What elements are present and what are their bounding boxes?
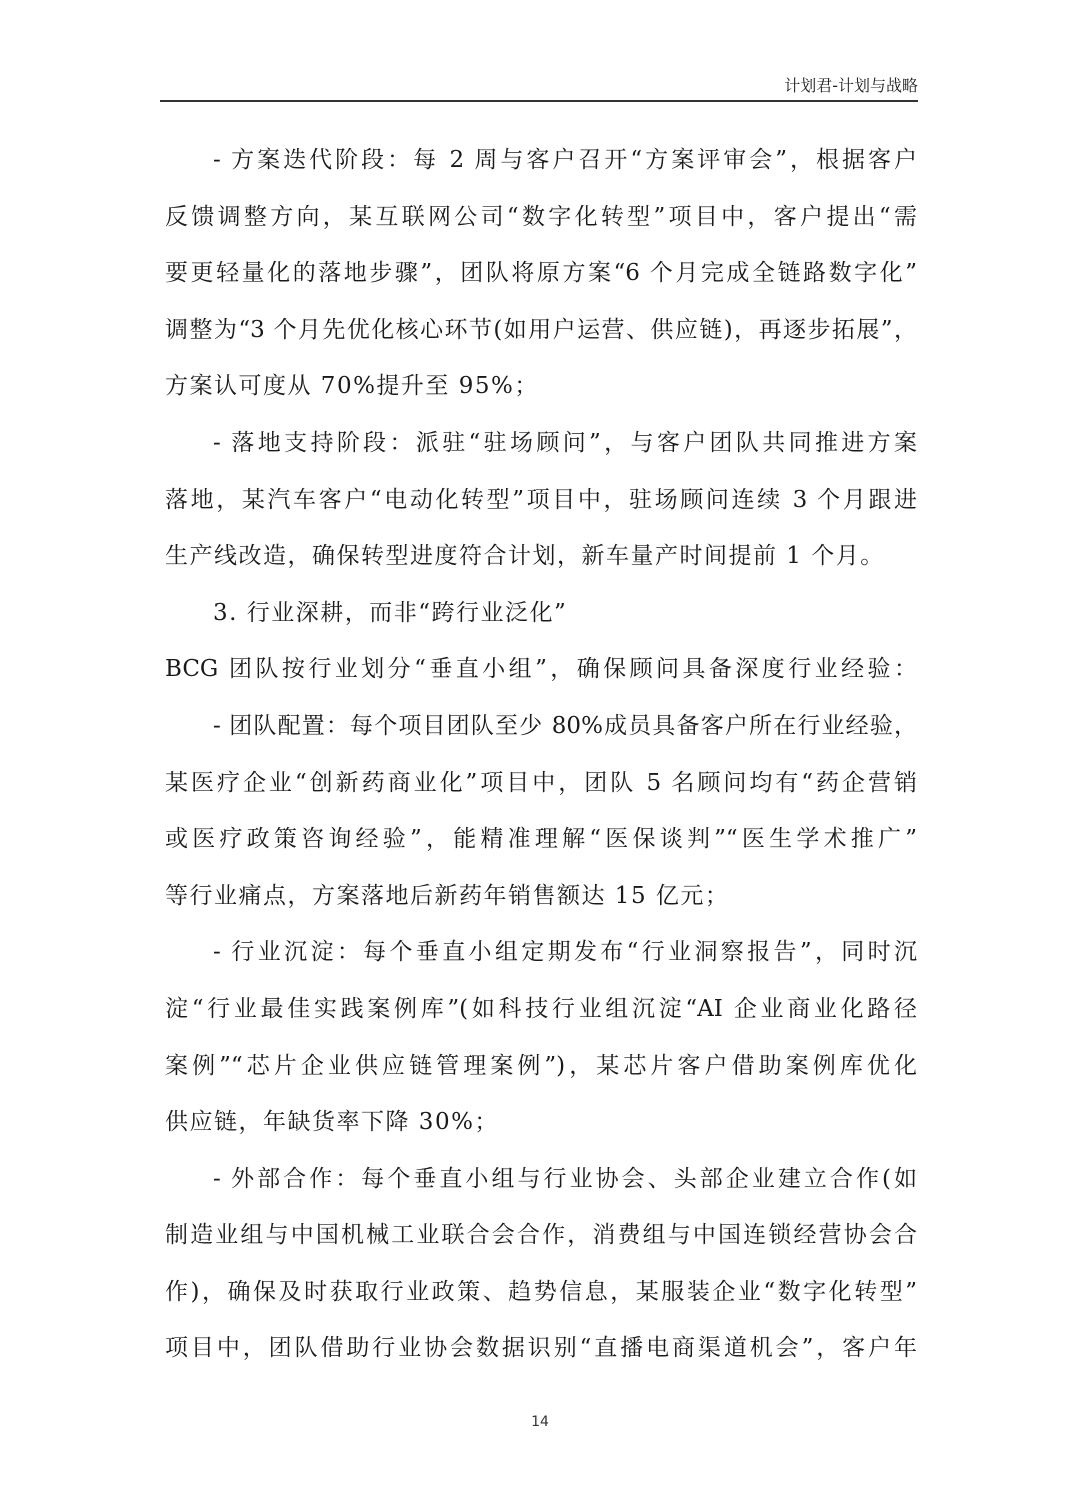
paragraph-line: 或医疗政策咨询经验”，能精准理解“医保谈判”“医生学术推广” bbox=[165, 826, 917, 853]
paragraph-line: 供应链，年缺货率下降 30%； bbox=[165, 1109, 499, 1136]
paragraph-line: 作)，确保及时获取行业政策、趋势信息，某服装企业“数字化转型” bbox=[165, 1278, 917, 1305]
page-header bbox=[160, 76, 918, 102]
header-title: 计划君-计划与战略 bbox=[784, 76, 918, 95]
paragraph-line: 等行业痛点，方案落地后新药年销售额达 15 亿元； bbox=[165, 882, 730, 909]
document-body bbox=[165, 132, 917, 1377]
paragraph-line: 方案认可度从 70%提升至 95%； bbox=[165, 373, 539, 400]
paragraph-line: 项目中，团队借助行业协会数据识别“直播电商渠道机会”，客户年 bbox=[165, 1335, 917, 1362]
paragraph-line: - 落地支持阶段：派驻“驻场顾问”，与客户团队共同推进方案 bbox=[213, 429, 917, 456]
paragraph-line: - 外部合作：每个垂直小组与行业协会、头部企业建立合作(如 bbox=[213, 1165, 917, 1192]
paragraph-line: 要更轻量化的落地步骤”，团队将原方案“6 个月完成全链路数字化” bbox=[165, 260, 917, 287]
paragraph-line: - 方案迭代阶段：每 2 周与客户召开“方案评审会”，根据客户 bbox=[213, 147, 917, 173]
paragraph-line: 反馈调整方向，某互联网公司“数字化转型”项目中，客户提出“需 bbox=[165, 203, 917, 230]
paragraph-line: 案例”“芯片企业供应链管理案例”)，某芯片客户借助案例库优化 bbox=[165, 1052, 917, 1079]
paragraph-line: 淀“行业最佳实践案例库”(如科技行业组沉淀“AI 企业商业化路径 bbox=[165, 995, 917, 1022]
paragraph-line: - 行业沉淀：每个垂直小组定期发布“行业洞察报告”，同时沉 bbox=[213, 939, 917, 966]
paragraph-line: - 团队配置：每个项目团队至少 80%成员具备客户所在行业经验， bbox=[213, 712, 917, 739]
paragraph-line: 制造业组与中国机械工业联合会合作，消费组与中国连锁经营协会合 bbox=[165, 1222, 917, 1249]
paragraph-line: BCG 团队按行业划分“垂直小组”，确保顾问具备深度行业经验： bbox=[165, 656, 917, 683]
page-number: 14 bbox=[531, 1414, 549, 1430]
paragraph-line: 某医疗企业“创新药商业化”项目中，团队 5 名顾问均有“药企营销 bbox=[165, 769, 917, 796]
section-heading: 3. 行业深耕，而非“跨行业泛化” bbox=[213, 599, 568, 626]
paragraph-line: 调整为“3 个月先优化核心环节(如用户运营、供应链)，再逐步拓展”， bbox=[165, 316, 917, 343]
paragraph-line: 落地，某汽车客户“电动化转型”项目中，驻场顾问连续 3 个月跟进 bbox=[165, 486, 917, 513]
paragraph-line: 生产线改造，确保转型进度符合计划，新车量产时间提前 1 个月。 bbox=[165, 543, 885, 570]
